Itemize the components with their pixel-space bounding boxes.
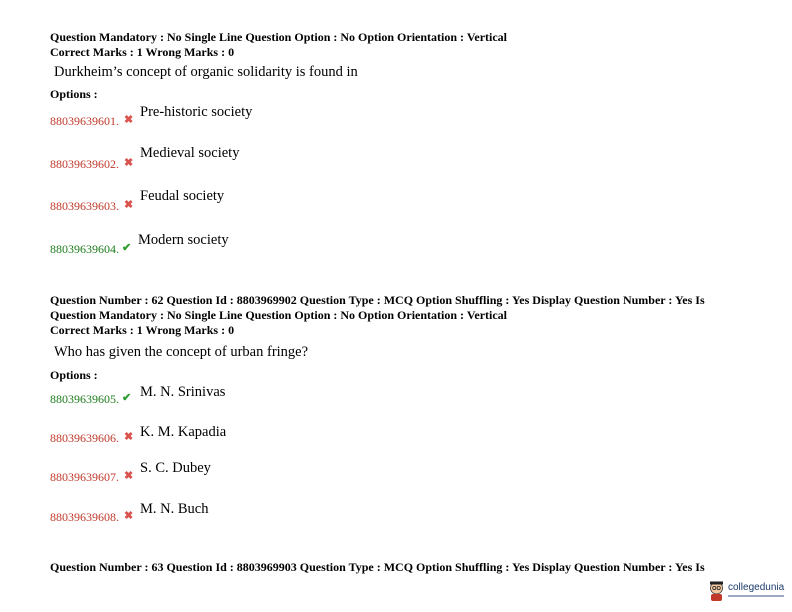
cross-icon: ✖ — [124, 431, 134, 443]
q62-marks-line: Correct Marks : 1 Wrong Marks : 0 — [50, 323, 235, 337]
q61-option-4-id: 88039639604. — [50, 242, 119, 256]
q61-options-label: Options : — [50, 87, 98, 101]
q61-marks-line: Correct Marks : 1 Wrong Marks : 0 — [50, 45, 235, 59]
q61-option-2-id: 88039639602. — [50, 157, 119, 171]
mascot-icon — [708, 580, 725, 602]
q61-question-text: Durkheim’s concept of organic solidarity is found in — [54, 64, 358, 80]
q61-meta-line: Question Mandatory : No Single Line Question Option : No Option Orientation : Vertical — [50, 30, 508, 44]
cross-icon: ✖ — [124, 114, 134, 126]
q62-header-line: Question Number : 62 Question Id : 8803969902 Question Type : MCQ Option Shuffling : Yes Display Question Number : Yes Is — [50, 293, 705, 307]
q62-option-2-text: K. M. Kapadia — [140, 424, 227, 440]
logo-brand-text: collegedunia — [728, 582, 785, 593]
q62-question-text: Who has given the concept of urban fringe? — [54, 344, 309, 360]
check-icon: ✔ — [122, 392, 132, 404]
cross-icon: ✖ — [124, 157, 134, 169]
q63-header-line: Question Number : 63 Question Id : 8803969903 Question Type : MCQ Option Shuffling : Yes Display Question Number : Yes Is — [50, 560, 705, 574]
logo-tagline-bar — [728, 595, 784, 597]
q62-options-label: Options : — [50, 368, 98, 382]
q62-option-2-id: 88039639606. — [50, 431, 119, 445]
q62-option-1-text: M. N. Srinivas — [140, 384, 226, 400]
q61-option-3-text: Feudal society — [140, 188, 225, 204]
q62-meta-line: Question Mandatory : No Single Line Question Option : No Option Orientation : Vertical — [50, 308, 508, 322]
q62-option-4-id: 88039639608. — [50, 510, 119, 524]
cross-icon: ✖ — [124, 470, 134, 482]
q61-option-1-text: Pre-historic society — [140, 104, 253, 120]
cross-icon: ✖ — [124, 199, 134, 211]
check-icon: ✔ — [122, 242, 132, 254]
q61-option-1-id: 88039639601. — [50, 114, 119, 128]
q62-option-3-text: S. C. Dubey — [140, 460, 211, 476]
cross-icon: ✖ — [124, 510, 134, 522]
q62-option-1-id: 88039639605. — [50, 392, 119, 406]
q61-option-4-text: Modern society — [138, 232, 229, 248]
q62-option-4-text: M. N. Buch — [140, 501, 209, 517]
q62-option-3-id: 88039639607. — [50, 470, 119, 484]
q61-option-2-text: Medieval society — [140, 145, 240, 161]
q61-option-3-id: 88039639603. — [50, 199, 119, 213]
collegedunia-logo — [708, 578, 788, 606]
